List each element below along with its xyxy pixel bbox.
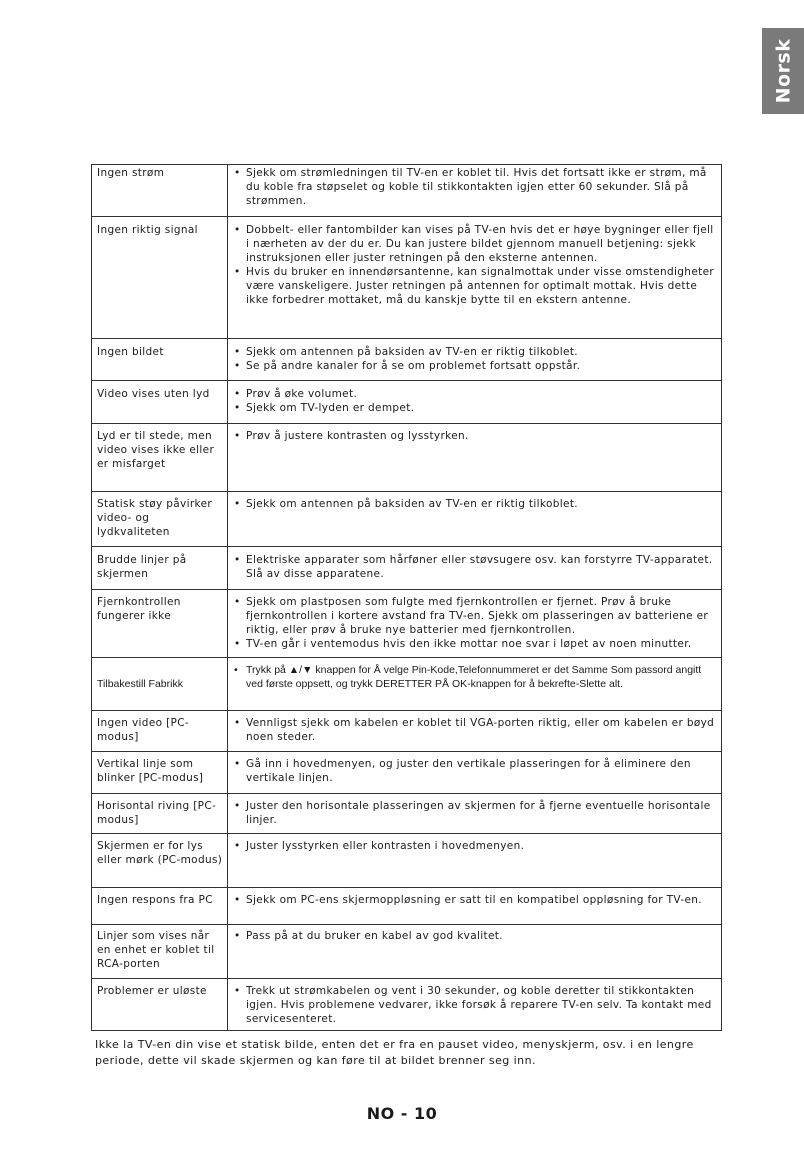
solution-item: • Sjekk om strømledningen til TV-en er koblet til. Hvis det fortsatt ikke er strøm, må du koble fra støpselet og koble til stikkontakten igjen etter 60 sekunder. Slå på strømmen. [233, 166, 717, 208]
solution-list [233, 839, 717, 853]
table-row [92, 925, 722, 979]
solution-cell [228, 339, 722, 381]
table-row [92, 547, 722, 590]
solution-list [233, 929, 717, 943]
table-row [92, 711, 722, 752]
solution-cell [228, 834, 722, 888]
table-row [92, 217, 722, 339]
solution-cell [228, 925, 722, 979]
solution-item: • Juster lysstyrken eller kontrasten i hovedmenyen. [233, 839, 717, 853]
problem-cell: Ingen bildet [92, 339, 228, 381]
problem-cell: Vertikal linje som blinker [PC-modus] [92, 752, 228, 794]
solution-cell [228, 492, 722, 547]
solution-list [233, 387, 717, 415]
problem-cell: Linjer som vises når en enhet er koblet til RCA-porten [92, 925, 228, 979]
solution-cell [228, 888, 722, 925]
solution-cell [228, 424, 722, 492]
solution-list [233, 223, 717, 307]
troubleshooting-table [91, 164, 722, 1031]
solution-cell [228, 165, 722, 217]
solution-item: • Se på andre kanaler for å se om problemet fortsatt oppstår. [233, 359, 717, 373]
table-row [92, 794, 722, 834]
problem-cell: Skjermen er for lys eller mørk (PC-modus) [92, 834, 228, 888]
solution-cell [228, 711, 722, 752]
problem-cell: Brudde linjer på skjermen [92, 547, 228, 590]
problem-cell: Horisontal riving [PC-modus] [92, 794, 228, 834]
solution-cell [228, 794, 722, 834]
table-row [92, 424, 722, 492]
page-number: NO - 10 [366, 1104, 438, 1123]
solution-item: • Pass på at du bruker en kabel av god kvalitet. [233, 929, 717, 943]
solution-item: • Juster den horisontale plasseringen av skjermen for å fjerne eventuelle horisontale linjer. [233, 799, 717, 827]
table-row [92, 979, 722, 1031]
solution-item: • Dobbelt- eller fantombilder kan vises på TV-en hvis det er høye bygninger eller fjell i nærheten av der du er. Du kan justere bildet gjennom manuell betjening: sjekk instruksjonen eller juster retningen på den eksterne antennen. [233, 223, 717, 265]
solution-cell [228, 217, 722, 339]
table-row [92, 165, 722, 217]
table-row [92, 590, 722, 658]
table-row [92, 658, 722, 711]
solution-list [233, 716, 717, 744]
solution-list [233, 799, 717, 827]
solution-item: • Sjekk om TV-lyden er dempet. [233, 401, 717, 415]
problem-cell: Fjernkontrollen fungerer ikke [92, 590, 228, 658]
language-tab-label: Norsk [772, 38, 794, 104]
problem-cell: Ingen riktig signal [92, 217, 228, 339]
solution-list [233, 345, 717, 373]
warning-note: Ikke la TV-en din vise et statisk bilde, enten det er fra en pauset video, menyskjerm, osv. i en lengre periode, dette vil skade skjermen og kan føre til at bildet brenner seg inn. [95, 1038, 694, 1067]
solution-item: • Sjekk om PC-ens skjermoppløsning er satt til en kompatibel oppløsning for TV-en. [233, 893, 717, 907]
problem-cell: Ingen video [PC-modus] [92, 711, 228, 752]
problem-cell: Ingen respons fra PC [92, 888, 228, 925]
problem-cell: Statisk støy påvirker video- og lydkvaliteten [92, 492, 228, 547]
solution-item: • Vennligst sjekk om kabelen er koblet til VGA-porten riktig, eller om kabelen er bøyd noen steder. [233, 716, 717, 744]
solution-item: • Trykk på ▲/▼ knappen for Å velge Pin-Kode,Telefonnummeret er det Samme Som passord angitt ved første oppsett, og trykk DERETTER PÅ OK-knappen for å bekrefte-Slette alt. [233, 663, 717, 691]
solution-list [233, 893, 717, 907]
solution-list [233, 595, 717, 651]
solution-cell [228, 590, 722, 658]
solution-list [233, 984, 717, 1026]
solution-item: • Sjekk om antennen på baksiden av TV-en er riktig tilkoblet. [233, 345, 717, 359]
solution-item: • Hvis du bruker en innendørsantenne, kan signalmottak under visse omstendigheter være vanskeligere. Juster retningen på antennen for optimalt mottak. Hvis dette ikke forbedrer mottaket, må du kanskje bytte til en ekstern antenne. [233, 265, 717, 307]
solution-list [233, 663, 717, 691]
solution-cell [228, 979, 722, 1031]
solution-list [233, 757, 717, 785]
problem-cell: Problemer er uløste [92, 979, 228, 1031]
problem-cell: Video vises uten lyd [92, 381, 228, 424]
problem-cell: Ingen strøm [92, 165, 228, 217]
solution-item: • Sjekk om plastposen som fulgte med fjernkontrollen er fjernet. Prøv å bruke fjernkontrollen i kortere avstand fra TV-en. Sjekk om plasseringen av batteriene er riktig, eller prøv å bruke nye batterier med fjernkontrollen. [233, 595, 717, 637]
solution-list [233, 553, 717, 581]
solution-cell [228, 658, 722, 711]
solution-cell [228, 752, 722, 794]
language-tab [762, 28, 804, 114]
solution-list [233, 497, 717, 511]
table-row [92, 381, 722, 424]
table-row [92, 888, 722, 925]
table-row [92, 339, 722, 381]
solution-item: • Trekk ut strømkabelen og vent i 30 sekunder, og koble deretter til stikkontakten igjen. Hvis problemene vedvarer, ikke forsøk å reparere TV-en selv. Ta kontakt med servicesenteret. [233, 984, 717, 1026]
solution-item: • TV-en går i ventemodus hvis den ikke mottar noe svar i løpet av noen minutter. [233, 637, 717, 651]
problem-cell: Tilbakestill Fabrikk [92, 658, 228, 711]
solution-cell [228, 547, 722, 590]
problem-cell: Lyd er til stede, men video vises ikke eller er misfarget [92, 424, 228, 492]
solution-cell [228, 381, 722, 424]
table-row [92, 492, 722, 547]
solution-item: • Elektriske apparater som hårføner eller støvsugere osv. kan forstyrre TV-apparatet. Slå av disse apparatene. [233, 553, 717, 581]
table-row [92, 752, 722, 794]
solution-item: • Sjekk om antennen på baksiden av TV-en er riktig tilkoblet. [233, 497, 717, 511]
solution-item: • Gå inn i hovedmenyen, og juster den vertikale plasseringen for å eliminere den vertikale linjen. [233, 757, 717, 785]
table-row [92, 834, 722, 888]
solution-item: • Prøv å øke volumet. [233, 387, 717, 401]
solution-item: • Prøv å justere kontrasten og lysstyrken. [233, 429, 717, 443]
solution-list [233, 166, 717, 208]
solution-list [233, 429, 717, 443]
